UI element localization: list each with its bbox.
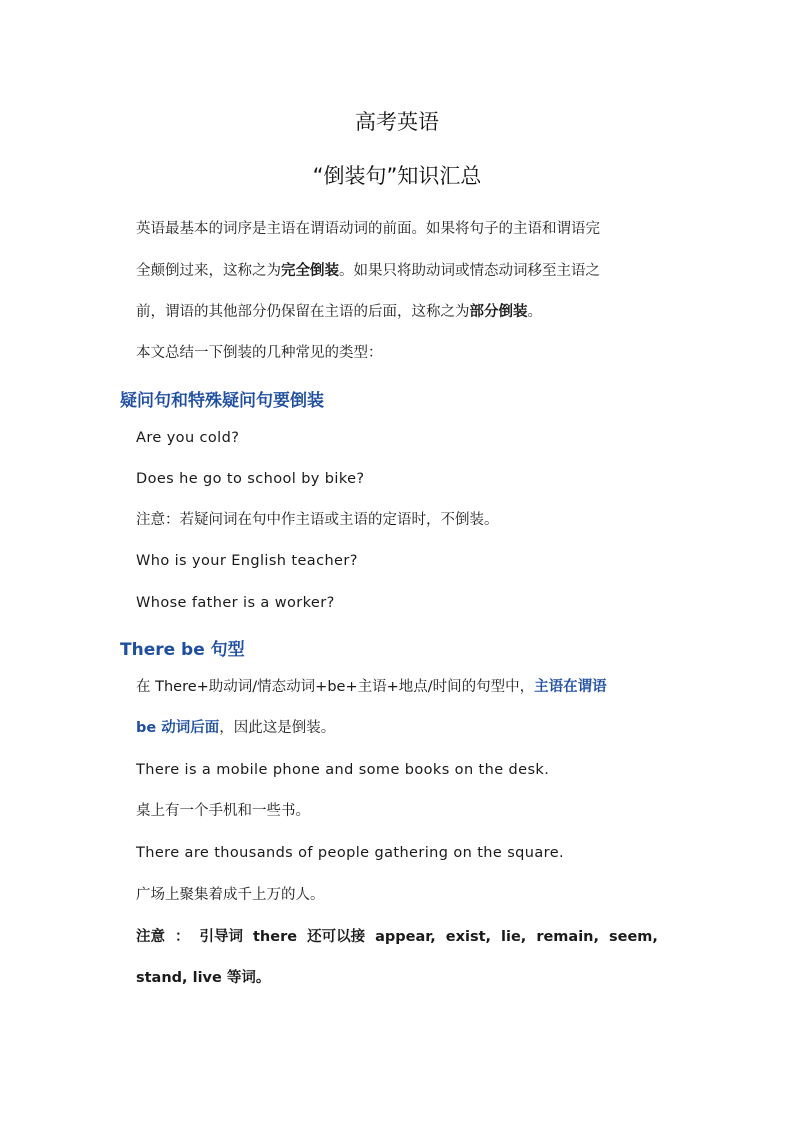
- term-partial-inversion: 部分倒装: [469, 304, 528, 320]
- intro-line-2: [136, 261, 666, 281]
- intro-line-2-post: 。如果只将助动词或情态动词移至主语之: [339, 263, 600, 279]
- intro-line-3: [136, 302, 666, 322]
- term-full-inversion: 完全倒装: [281, 263, 339, 279]
- note-word: appear,: [375, 929, 436, 945]
- note-word: 注意: [136, 929, 165, 945]
- section-2-example-2-translation: 广场上聚集着成千上万的人。: [136, 887, 325, 903]
- section-1-example-4: Whose father is a worker?: [136, 595, 335, 611]
- section-2-rule-pre: 在 There+助动词/情态动词+be+主语+地点/时间的句型中，: [136, 679, 535, 695]
- note-word: exist,: [445, 929, 492, 945]
- section-2-heading: There be 句型: [120, 640, 245, 660]
- note-word: seem,: [609, 929, 658, 945]
- note-word: ：: [175, 929, 190, 945]
- document-title: 高考英语: [355, 110, 439, 134]
- section-2-rule-line-1: [136, 677, 666, 697]
- section-1-example-2: Does he go to school by bike?: [136, 471, 365, 487]
- intro-line-1: 英语最基本的词序是主语在谓语动词的前面。如果将句子的主语和谓语完: [136, 221, 600, 237]
- section-1-note: 注意：若疑问词在句中作主语或主语的定语时，不倒装。: [136, 512, 499, 528]
- note-word: 引导词: [199, 929, 243, 945]
- section-2-rule-highlight-2: be 动词后面: [136, 720, 220, 736]
- section-2-rule-post: ，因此这是倒装。: [219, 720, 336, 736]
- section-2-rule-line-2: [136, 718, 666, 738]
- section-2-note-line-1: [136, 927, 658, 947]
- section-1-example-3: Who is your English teacher?: [136, 553, 358, 569]
- note-word: there: [253, 929, 298, 945]
- note-word: lie,: [501, 929, 527, 945]
- intro-line-4: 本文总结一下倒装的几种常见的类型：: [136, 345, 383, 361]
- section-1-heading: 疑问句和特殊疑问句要倒装: [120, 391, 324, 411]
- section-2-example-2: There are thousands of people gathering on the square.: [136, 845, 565, 861]
- note-word: remain,: [536, 929, 599, 945]
- intro-line-2-pre: 全颠倒过来，这称之为: [136, 263, 281, 279]
- section-2-example-1: There is a mobile phone and some books on the desk.: [136, 762, 550, 778]
- section-2-rule-highlight-1: 主语在谓语: [534, 679, 607, 695]
- section-2-note-line-2: stand, live 等词。: [136, 970, 271, 986]
- section-1-example-1: Are you cold?: [136, 430, 240, 446]
- section-2-example-1-translation: 桌上有一个手机和一些书。: [136, 803, 310, 819]
- intro-line-3-pre: 前，谓语的其他部分仍保留在主语的后面，这称之为: [136, 304, 470, 320]
- document-subtitle: “倒装句”知识汇总: [312, 164, 482, 188]
- intro-line-3-post: 。: [527, 304, 542, 320]
- note-word: 还可以接: [307, 929, 366, 945]
